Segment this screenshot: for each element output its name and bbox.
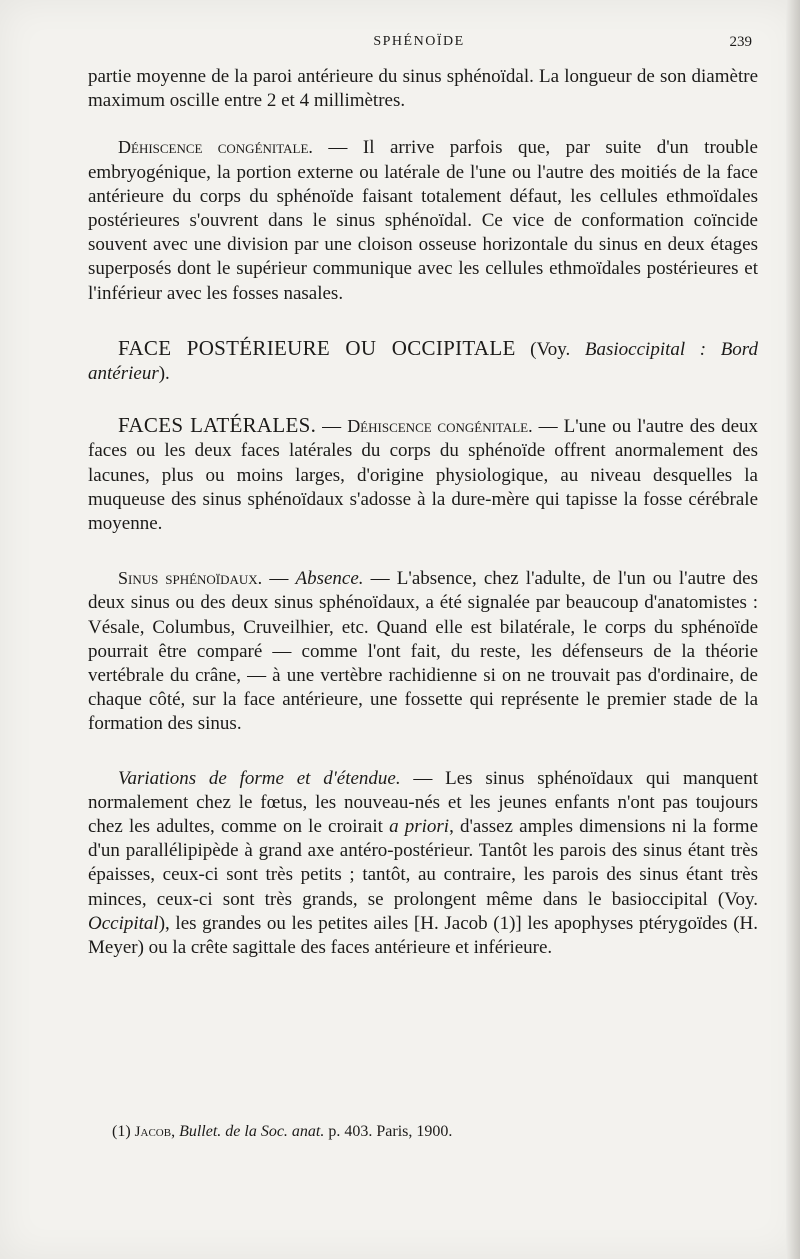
footnote-text: p. 403. Paris, 1900. [324, 1123, 453, 1140]
paragraph-text: ), les grandes ou les petites ailes [H. Jacob (1)] les apophyses ptérygoïdes (H. Meyer) ou la crête sagittale des faces antérieure et inférieure. [88, 912, 758, 959]
paragraph-heading: Déhiscence congénitale. [347, 416, 533, 437]
paragraph-heading: Déhiscence congénitale. [118, 137, 313, 158]
paragraph-text: — L'absence, chez l'adulte, de l'un ou l'autre des deux sinus ou des deux sinus sphénoïdaux, a été signalée par beaucoup d'anatomistes : Vésale, Columbus, Cruveilhier, etc. Quand elle est bilatérale, le corps du sphénoïde pourrait être comparé — comme l'ont fait, du reste, les défenseurs de la théorie vertébrale du crâne, — à une vertèbre rachidienne si on ne trouvait pas d'ordinaire, de chaque côté, sur la face antérieure, une fossette qui représente le premier stade de la formation des sinus. [88, 568, 759, 735]
footnote-marker: (1) [112, 1123, 135, 1140]
page-header [0, 34, 800, 54]
paragraph-text: , d'assez amples dimensions ni la forme d'un parallélipipède à grand axe antéro-postérieur. Tantôt les parois des sinus étant très épaisses, ceux-ci sont très petits ; tantôt, au contraire, les parois des sinus étant très minces, ceux-ci sont très grands, se prolongent même dans le basioccipital (Voy. [88, 816, 759, 910]
running-title: SPHÉNOÏDE [373, 34, 465, 49]
body-text [88, 65, 758, 960]
italic-term: a priori [389, 816, 450, 838]
paragraph-text: — Les sinus sphénoïdaux qui manquent normalement chez le fœtus, les nouveau-nés et les jeunes enfants n'ont pas toujours chez les adultes, comme on le croirait [88, 767, 758, 838]
footnote-author: Jacob [134, 1124, 172, 1140]
paragraph-text: — L'une ou l'autre des deux faces ou les deux faces latérales du corps du sphénoïde offrent anormalement des lacunes, plus ou moins larges, d'origine physiologique, au niveau desquelles la muqueuse des sinus sphénoïdaux s'adosse à la dure-mère qui tapisse la fosse cérébrale moyenne. [88, 416, 758, 535]
cross-reference: Basioccipital : Bord antérieur [88, 338, 758, 385]
paragraph-subheading: Variations de forme et d'étendue. [118, 767, 401, 789]
paragraph-subheading: Absence. [295, 568, 364, 590]
paragraph-3 [88, 336, 758, 386]
paragraph-text: (Voy. [515, 338, 585, 360]
section-title: FACE POSTÉRIEURE OU OCCIPITALE [118, 335, 516, 360]
paragraph-6 [88, 767, 758, 961]
paragraph-5 [88, 566, 758, 736]
page-number: 239 [729, 34, 752, 50]
paragraph-heading: Sinus sphénoïdaux. [118, 568, 263, 589]
paragraph-2 [88, 135, 758, 305]
page-edge [786, 0, 800, 1259]
footnote-separator: , [171, 1123, 180, 1140]
section-title: FACES LATÉRALES. [118, 413, 317, 438]
paragraph-text: ). [158, 363, 170, 385]
paragraph-4 [88, 413, 758, 536]
footnote-journal: Bullet. de la Soc. anat. [179, 1123, 325, 1140]
cross-reference: Occipital [88, 912, 159, 934]
paragraph-1 [88, 65, 758, 113]
dash: — [262, 568, 296, 590]
footnote [112, 1122, 752, 1142]
paragraph-text: partie moyenne de la paroi antérieure du sinus sphénoïdal. La longueur de son diamètre maximum oscille entre 2 et 4 millimètres. [88, 66, 758, 112]
paragraph-text: — Il arrive parfois que, par suite d'un trouble embryogénique, la portion externe ou latérale de l'une ou l'autre des moitiés de la face antérieure du corps du sphénoïde faisant totalement défaut, les cellules ethmoïdales postérieures s'ouvrent dans le sinus sphénoïdal. Ce vice de conformation coïncide souvent avec une division par une cloison osseuse horizontale du sinus en deux étages superposés dont le supérieur communique avec les cellules ethmoïdales postérieures et l'inférieur avec les fosses nasales. [88, 137, 758, 304]
dash: — [316, 416, 348, 438]
